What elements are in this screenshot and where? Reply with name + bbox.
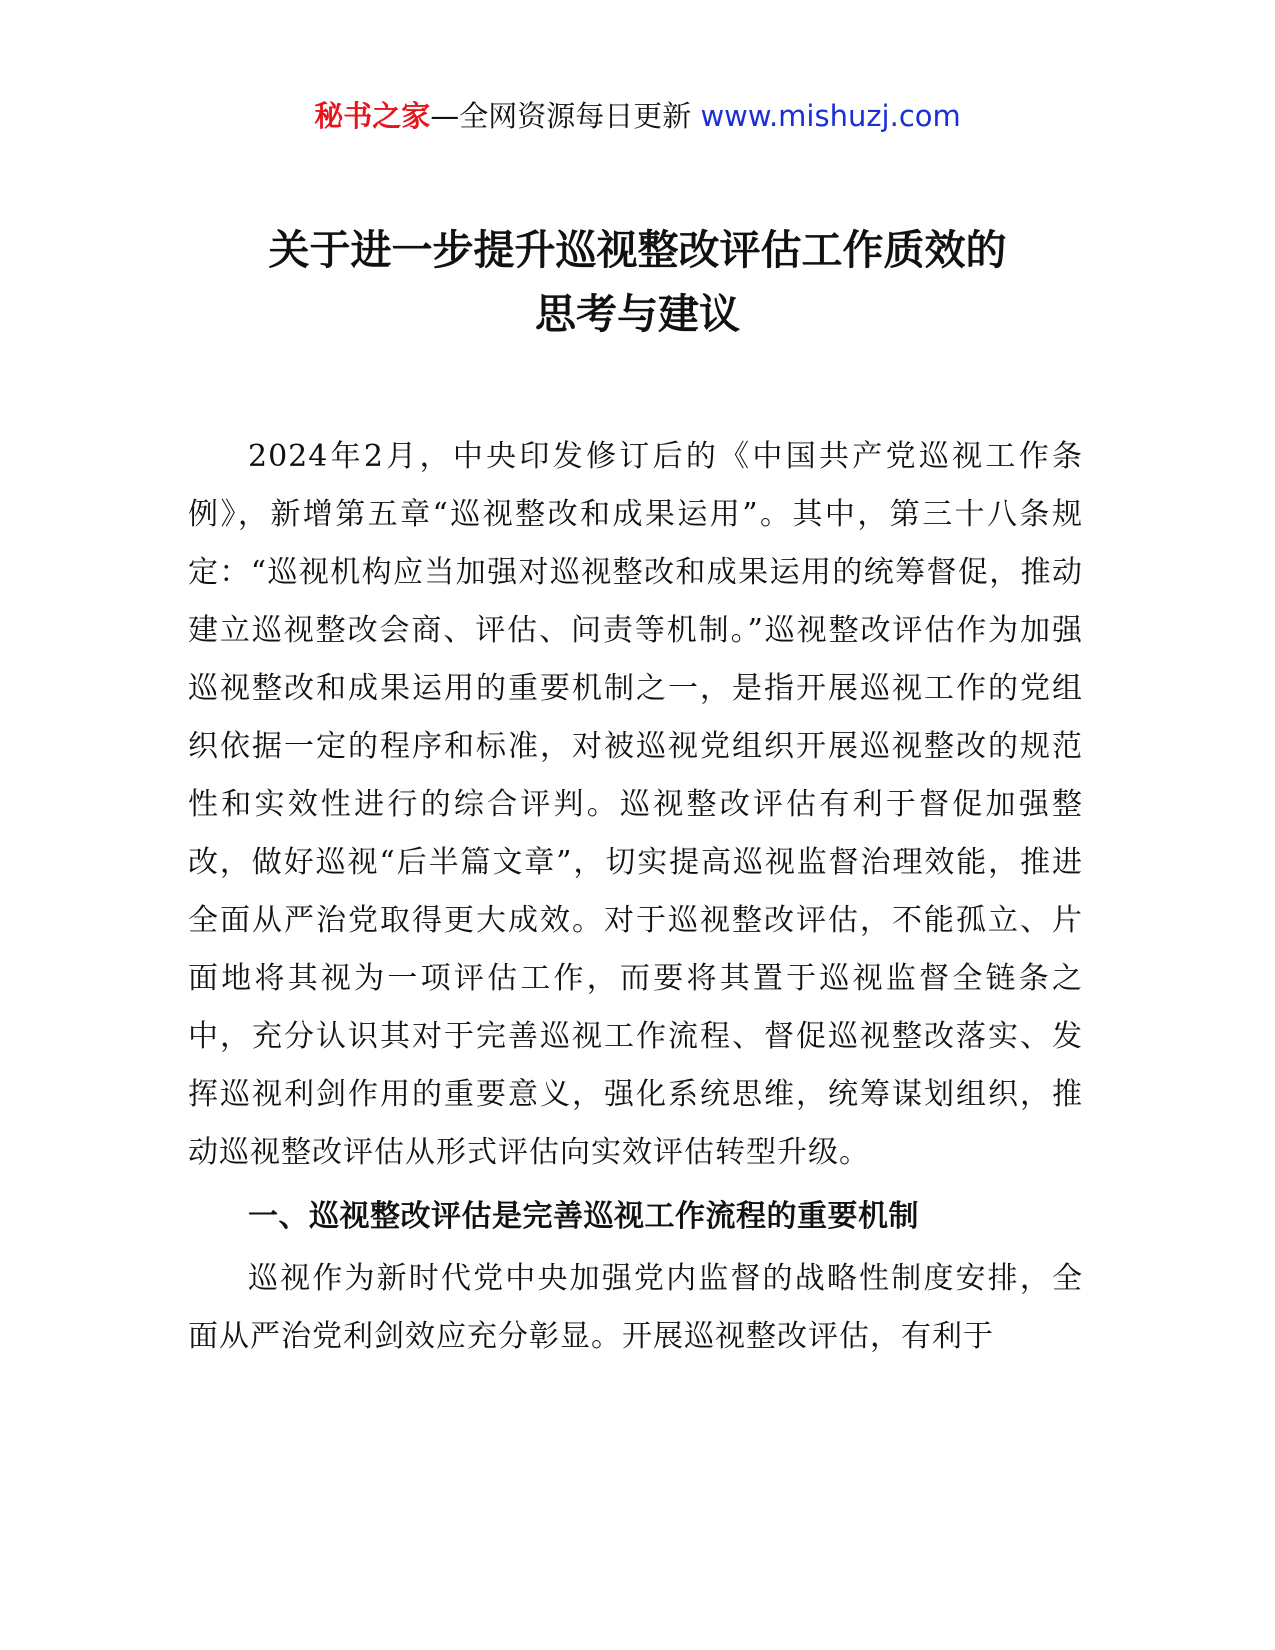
section-1-paragraph: 巡视作为新时代党中央加强党内监督的战略性制度安排，全面从严治党利剑效应充分彰显。开展巡视整改评估，有利于 xyxy=(188,1261,1083,1354)
site-url-link[interactable]: www.mishuzj.com xyxy=(700,99,961,133)
section-heading-1: 一、巡视整改评估是完善巡视工作流程的重要机制 xyxy=(248,1199,919,1234)
title-line-2: 思考与建议 xyxy=(535,290,740,338)
document-title xyxy=(0,218,1275,346)
brand-name: 秘书之家 xyxy=(314,99,431,133)
title-line-1: 关于进一步提升巡视整改评估工作质效的 xyxy=(268,226,1007,274)
intro-paragraph: 2024年2月，中央印发修订后的《中国共产党巡视工作条例》，新增第五章“巡视整改和成果运用”。其中，第三十八条规定：“巡视机构应当加强对巡视整改和成果运用的统筹督促，推动建立巡视整改会商、评估、问责等机制。”巡视整改评估作为加强巡视整改和成果运用的重要机制之一，是指开展巡视工作的党组织依据一定的程序和标准，对被巡视党组织开展巡视整改的规范性和实效性进行的综合评判。巡视整改评估有利于督促加强整改，做好巡视“后半篇文章”，切实提高巡视监督治理效能，推进全面从严治党取得更大成效。对于巡视整改评估，不能孤立、片面地将其视为一项评估工作，而要将其置于巡视监督全链条之中，充分认识其对于完善巡视工作流程、督促巡视整改落实、发挥巡视利剑作用的重要意义，强化系统思维，统筹谋划组织，推动巡视整改评估从形式评估向实效评估转型升级。 xyxy=(188,439,1083,1170)
document-body xyxy=(188,428,1083,1366)
header-slogan: —全网资源每日更新 xyxy=(430,99,692,133)
site-header-banner xyxy=(0,96,1275,136)
